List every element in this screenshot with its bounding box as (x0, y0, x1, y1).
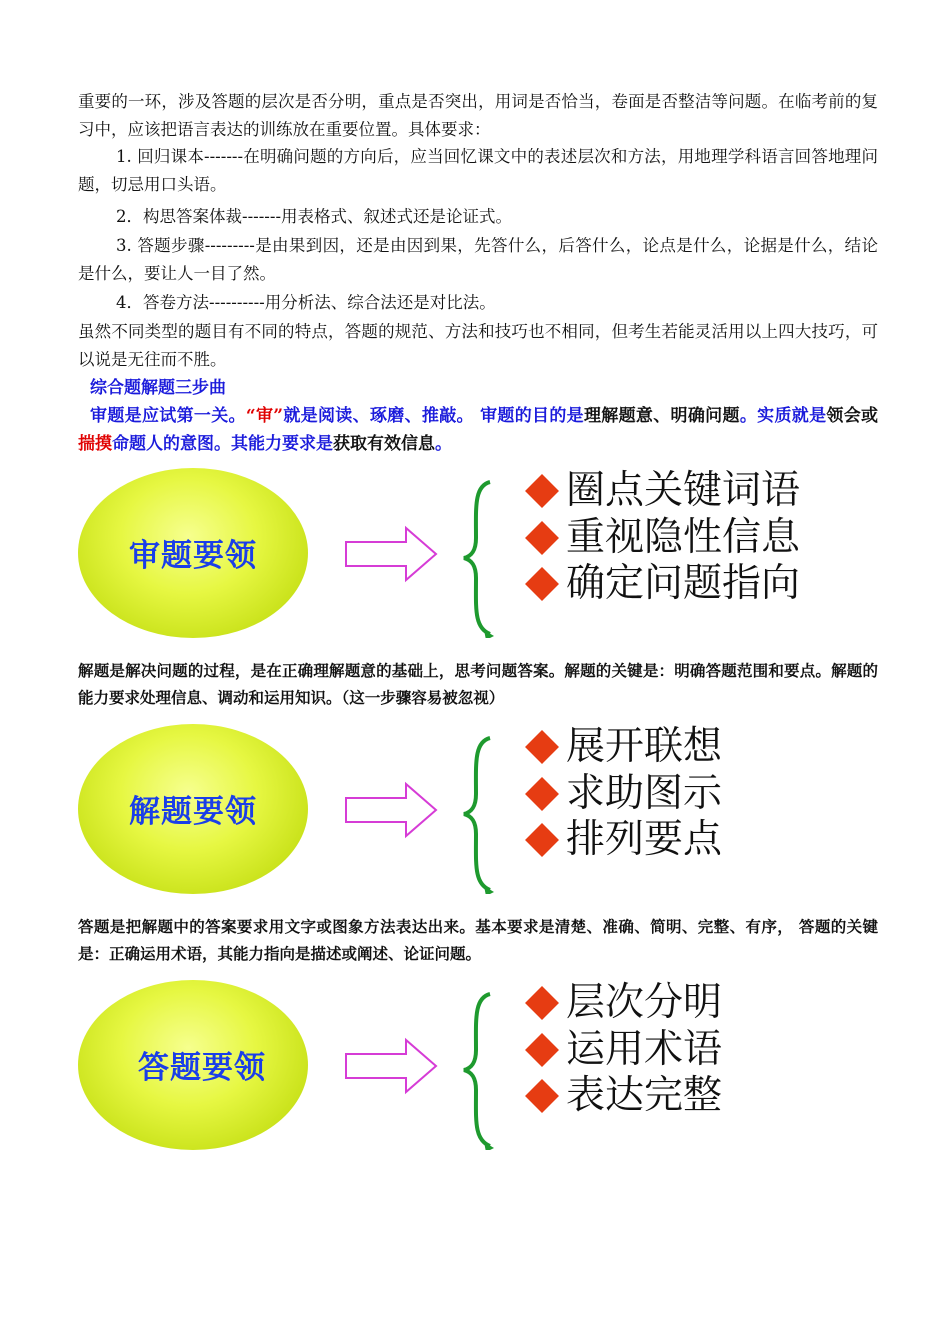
list-item (522, 724, 722, 771)
diamond-bullet-icon (525, 521, 559, 555)
intro-paragraph-2: 1. 回归课本-------在明确问题的方向后，应当回忆课文中的表述层次和方法，用地理学科语言回答地理问题，切忌用口头语。 (78, 147, 878, 194)
intro-paragraph-4: 3. 答题步骤---------是由果到因，还是由因到果，先答什么，后答什么，论点是什么，论据是什么，结论是什么，要让人一目了然。 (78, 236, 878, 283)
shen-intro-part: 获取有效信息 (333, 434, 435, 454)
right-arrow-icon (344, 524, 440, 584)
diamond-bullet-icon (525, 730, 559, 764)
item-list (522, 724, 722, 864)
shen-intro-part: 领会或 (826, 406, 879, 426)
diagram-dati (0, 980, 950, 1165)
list-item (522, 1073, 722, 1120)
list-item-text: 表达完整 (566, 1073, 723, 1118)
list-item-text: 运用术语 (566, 1026, 723, 1072)
ellipse-label-shenti: 审题要领 (129, 538, 257, 574)
ellipse-shenti (78, 468, 308, 638)
da-intro: 答题是把解题中的答案要求用文字或图象方法表达出来。基本要求是清楚、准确、简明、完整、有序， 答题的关键是：正确运用术语，其能力指向是描述或阐述、论证问题。 (78, 918, 878, 963)
curly-brace-icon (460, 478, 500, 638)
diagram-jieti (0, 724, 950, 909)
section-title: 综合题解题三步曲 (90, 378, 226, 398)
list-item (522, 468, 800, 515)
list-item-text: 重视隐性信息 (566, 514, 801, 560)
shen-intro-part: 命题人的意图。其能力要求是 (112, 434, 333, 454)
diamond-bullet-icon (525, 474, 559, 508)
list-item-text: 展开联想 (566, 724, 723, 769)
diamond-bullet-icon (525, 567, 559, 601)
intro-paragraph-1: 重要的一环，涉及答题的层次是否分明，重点是否突出，用词是否恰当，卷面是否整洁等问题。在临考前的复习中，应该把语言表达的训练放在重要位置。具体要求： (78, 92, 878, 139)
shen-intro-part: 就是阅读、琢磨、推敲。 审题的目的是 (283, 406, 584, 426)
item-list (522, 468, 800, 608)
ellipse-dati (78, 980, 308, 1150)
item-list (522, 980, 722, 1120)
list-item (522, 561, 800, 608)
diamond-bullet-icon (525, 777, 559, 811)
curly-brace-icon (460, 734, 500, 894)
diamond-bullet-icon (525, 823, 559, 857)
shen-intro-part: 揣摸 (78, 434, 112, 454)
list-item-text: 圈点关键词语 (566, 468, 801, 513)
list-item-text: 排列要点 (566, 817, 723, 862)
list-item (522, 817, 722, 864)
ellipse-jieti (78, 724, 308, 894)
shen-intro-part: 理解题意、明确问题 (583, 406, 740, 426)
shen-intro-part: 审题是应试第一关。 (90, 406, 246, 426)
diamond-bullet-icon (525, 1079, 559, 1113)
list-item (522, 1027, 722, 1074)
list-item (522, 980, 722, 1027)
jie-intro: 解题是解决问题的过程，是在正确理解题意的基础上，思考问题答案。解题的关键是：明确答题范围和要点。解题的能力要求处理信息、调动和运用知识。（这一步骤容易被忽视） (78, 662, 878, 707)
intro-paragraph-5: 4．答卷方法----------用分析法、综合法还是对比法。 (116, 293, 496, 312)
diamond-bullet-icon (525, 986, 559, 1020)
diamond-bullet-icon (525, 1033, 559, 1067)
list-item-text: 求助图示 (566, 770, 723, 816)
right-arrow-icon (344, 1036, 440, 1096)
ellipse-label-dati: 答题要领 (138, 1050, 266, 1086)
curly-brace-icon (460, 990, 500, 1150)
list-item (522, 515, 800, 562)
list-item (522, 771, 722, 818)
diagram-shenti (0, 468, 950, 653)
right-arrow-icon (344, 780, 440, 840)
intro-paragraph-6: 虽然不同类型的题目有不同的特点，答题的规范、方法和技巧也不相同，但考生若能灵活用以上四大技巧，可以说是无往而不胜。 (78, 322, 878, 369)
intro-paragraph-3: 2．构思答案体裁-------用表格式、叙述式还是论证式。 (116, 207, 513, 226)
shen-intro-part: 。 (435, 434, 452, 454)
shen-intro (78, 402, 878, 458)
shen-intro-part: “审” (245, 406, 284, 426)
ellipse-label-jieti: 解题要领 (129, 794, 257, 830)
list-item-text: 层次分明 (566, 980, 723, 1025)
shen-intro-part: 。实质就是 (739, 406, 827, 426)
list-item-text: 确定问题指向 (566, 561, 801, 606)
